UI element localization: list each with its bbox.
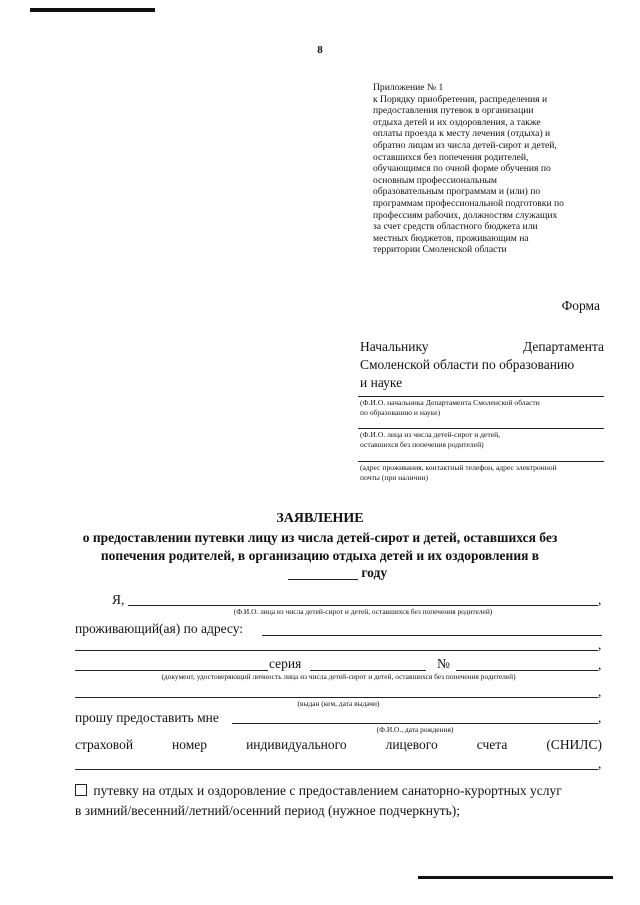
comma: , — [598, 592, 602, 607]
snils-word: счета — [476, 737, 508, 752]
snils-word: страховой — [75, 737, 134, 752]
voucher-option — [75, 783, 562, 799]
request-label: прошу предоставить мне — [75, 710, 219, 725]
page-number: 8 — [317, 44, 323, 56]
appendix-line: программам профессиональной подготовки по — [373, 197, 564, 209]
year-field[interactable] — [288, 579, 358, 580]
document-title: ЗАЯВЛЕНИЕ — [276, 511, 364, 526]
appendix-line: основным профессиональным — [373, 174, 497, 186]
comma: , — [598, 637, 602, 652]
appendix-heading: Приложение № 1 — [373, 82, 444, 93]
head-fio-caption — [360, 398, 606, 417]
comma: , — [598, 756, 602, 771]
child-fio-field[interactable] — [232, 723, 598, 724]
contacts-caption — [360, 463, 606, 482]
appendix-line: отдыха детей и их оздоровления, а также — [373, 116, 541, 128]
addressee-block — [360, 338, 604, 392]
snils-word: номер — [172, 737, 208, 752]
comma: , — [598, 684, 602, 699]
snils-field[interactable] — [75, 769, 598, 770]
voucher-checkbox[interactable] — [75, 784, 87, 796]
appendix-line: оплаты проезда к месту лечения (отдыха) и — [373, 128, 551, 140]
issued-caption: (выдан (кем, дата выдачи) — [297, 699, 380, 708]
appendix-line: обратно лицам из числа детей-сирот и детей, — [373, 139, 557, 151]
appendix-line: обучающимся по очной форме обучения по — [373, 163, 551, 175]
document-subtitle-line-1: о предоставлении путевки лицу из числа детей-сирот и детей, оставшихся без — [82, 530, 558, 545]
caption-line: (Ф.И.О. начальника Департамента Смоленской области — [360, 398, 540, 407]
series-label: серия — [269, 656, 302, 671]
addressee-line-3: и науке — [360, 375, 403, 390]
snils-line — [75, 737, 602, 753]
issued-field[interactable] — [75, 697, 598, 698]
document-caption: (документ, удостоверяющий личность лица из числа детей-сирот и детей, оставшихся без попечения родителей) — [161, 672, 516, 681]
document-subtitle-line-2: попечения родителей, в организацию отдыха детей и их оздоровления в — [100, 548, 540, 563]
series-field[interactable] — [310, 670, 426, 671]
voucher-option-line-1: путевку на отдых и оздоровление с предоставлением санаторно-курортных услуг — [93, 783, 562, 798]
scan-edge-bottom — [418, 876, 613, 879]
form-label: Форма — [561, 298, 600, 313]
contacts-field[interactable] — [358, 461, 604, 462]
address-label: проживающий(ая) по адресу: — [75, 621, 244, 636]
number-field[interactable] — [456, 670, 598, 671]
orphan-fio-caption — [360, 430, 606, 449]
address-field-2[interactable] — [75, 650, 598, 651]
appendix-line: предоставления путевок в организации — [373, 105, 534, 117]
applicant-name-field[interactable] — [128, 605, 598, 606]
caption-line: оставшихся без попечения родителей) — [360, 439, 484, 449]
appendix-line: к Порядку приобретения, распределения и — [373, 93, 548, 105]
addressee-word: Департамента — [522, 339, 604, 354]
addressee-line-1 — [360, 338, 604, 356]
caption-line: почты (при наличии) — [360, 472, 428, 482]
appendix-line: оставшихся без попечения родителей, — [373, 151, 529, 163]
caption-line: (адрес проживания, контактный телефон, адрес электронной — [360, 463, 557, 472]
i-label: Я, — [112, 592, 125, 607]
caption-line: (Ф.И.О. лица из числа детей-сирот и детей, — [360, 430, 501, 439]
scan-edge-top — [30, 8, 155, 12]
snils-word: индивидуального — [246, 737, 347, 752]
appendix-line: за счет средств областного бюджета или — [373, 221, 538, 233]
caption-line: по образованию и науке) — [360, 407, 441, 417]
appendix-block — [373, 82, 603, 256]
appendix-line: местных бюджетов, проживающим на — [373, 232, 529, 244]
appendix-line: образовательным программам и (или) по — [373, 186, 541, 198]
applicant-name-caption: (Ф.И.О. лица из числа детей-сирот и детей, оставшихся без попечения родителей) — [233, 607, 493, 616]
head-fio-field[interactable] — [358, 396, 604, 397]
orphan-fio-field[interactable] — [358, 428, 604, 429]
addressee-word: Начальнику — [360, 339, 429, 354]
comma: , — [598, 710, 602, 725]
comma: , — [598, 657, 602, 672]
child-fio-caption: (Ф.И.О., дата рождения) — [376, 725, 454, 734]
snils-word: (СНИЛС) — [546, 737, 602, 752]
number-label: № — [437, 656, 450, 671]
addressee-line-2: Смоленской области по образованию — [360, 357, 575, 372]
year-line — [288, 565, 387, 581]
voucher-option-line-2: в зимний/весенний/летний/осенний период (нужное подчеркнуть); — [75, 803, 461, 818]
appendix-line: профессиям рабочих, должностям служащих — [373, 209, 558, 221]
document-field[interactable] — [75, 670, 268, 671]
appendix-line: территории Смоленской области — [373, 244, 507, 256]
year-suffix: году — [361, 565, 388, 580]
snils-word: лицевого — [385, 737, 438, 752]
address-field-1[interactable] — [262, 635, 602, 636]
